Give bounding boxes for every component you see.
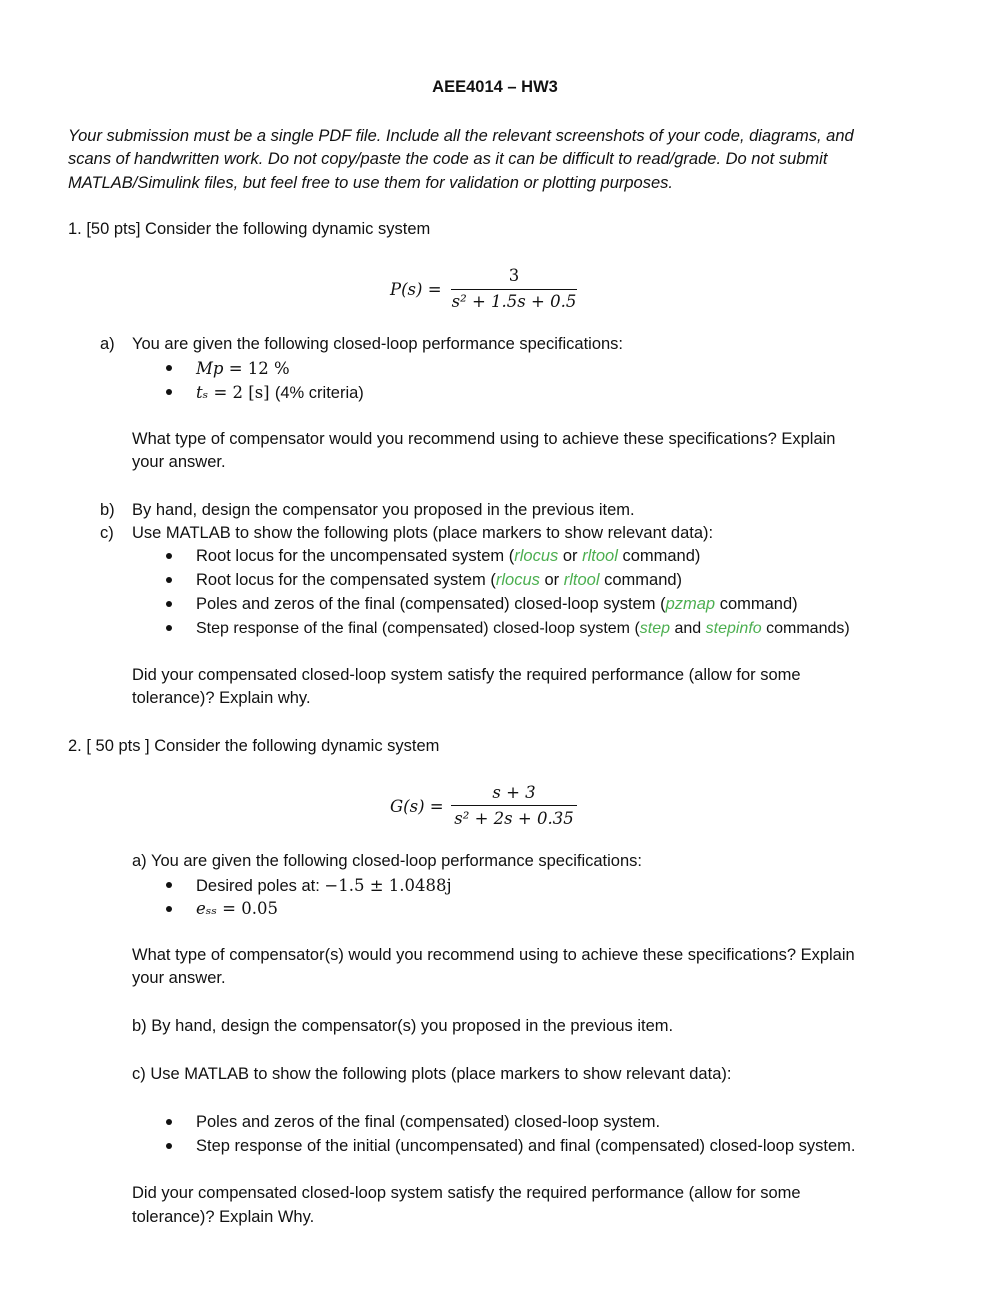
bullet-icon: [166, 601, 172, 607]
intro-line-2: scans of handwritten work. Do not copy/paste the code as it can be difficult to read/grade. Do not submit: [68, 150, 828, 168]
q1-question-line-1: What type of compensator would you recommend using to achieve these specifications? Explain: [132, 430, 836, 448]
q2-eq-lhs: G(s) =: [390, 797, 444, 816]
q1-eq-denominator: s² + 1.5s + 0.5: [451, 292, 577, 311]
q2-b-text: b) By hand, design the compensator(s) you proposed in the previous item.: [132, 1017, 674, 1035]
q2-closing-line-2: tolerance)? Explain Why.: [132, 1208, 315, 1226]
q1-b-text: By hand, design the compensator you proposed in the previous item.: [132, 501, 635, 519]
q2-eq-fraction-bar: [451, 805, 577, 806]
q1-c-item-3: Poles and zeros of the final (compensated) closed-loop system (pzmap command): [196, 595, 798, 613]
bullet-icon: [166, 882, 172, 888]
bullet-icon: [166, 906, 172, 912]
q1-closing-line-2: tolerance)? Explain why.: [132, 689, 311, 707]
q1-c-item-4: Step response of the final (compensated) closed-loop system (step and stepinfo commands): [196, 620, 850, 637]
q2-eq-numerator: s + 3: [492, 783, 536, 802]
q1-c-marker: c): [100, 524, 114, 542]
q1-eq-lhs: P(s) =: [390, 280, 442, 299]
q2-c-item-1: Poles and zeros of the final (compensated) closed-loop system.: [196, 1113, 661, 1131]
q1-c-text: Use MATLAB to show the following plots (place markers to show relevant data):: [132, 524, 714, 542]
q2-spec-2: eₛₛ = 0.05: [196, 899, 278, 918]
q1-heading: 1. [50 pts] Consider the following dynamic system: [68, 220, 431, 238]
intro-line-3: MATLAB/Simulink files, but feel free to use them for validation or plotting purposes.: [68, 174, 673, 192]
q1-closing-line-1: Did your compensated closed-loop system satisfy the required performance (allow for some: [132, 666, 801, 684]
intro-line-1: Your submission must be a single PDF file. Include all the relevant screenshots of your code, diagrams, and: [68, 127, 854, 145]
q2-a-text: a) You are given the following closed-loop performance specifications:: [132, 852, 642, 870]
q1-b-marker: b): [100, 501, 115, 519]
bullet-icon: [166, 1143, 172, 1149]
bullet-icon: [166, 365, 172, 371]
bullet-icon: [166, 625, 172, 631]
q1-c-item-2: Root locus for the compensated system (rlocus or rltool command): [196, 571, 683, 589]
q1-spec-1: Mp = 12 %: [196, 359, 290, 378]
q2-heading: 2. [ 50 pts ] Consider the following dynamic system: [68, 737, 440, 755]
q2-c-item-2: Step response of the initial (uncompensated) and final (compensated) closed-loop system.: [196, 1137, 856, 1155]
q2-eq-denominator: s² + 2s + 0.35: [454, 809, 574, 828]
bullet-icon: [166, 553, 172, 559]
q2-c-text: c) Use MATLAB to show the following plots (place markers to show relevant data):: [132, 1065, 732, 1083]
q1-a-marker: a): [100, 335, 115, 353]
q1-eq-numerator: 3: [508, 266, 520, 285]
bullet-icon: [166, 389, 172, 395]
q2-question-line-1: What type of compensator(s) would you recommend using to achieve these specifications? Explain: [132, 946, 855, 964]
q1-c-item-1: Root locus for the uncompensated system (rlocus or rltool command): [196, 547, 701, 565]
bullet-icon: [166, 1119, 172, 1125]
bullet-icon: [166, 577, 172, 583]
q2-closing-line-1: Did your compensated closed-loop system satisfy the required performance (allow for some: [132, 1184, 801, 1202]
page-title: AEE4014 – HW3: [432, 78, 558, 96]
q1-question-line-2: your answer.: [132, 453, 226, 471]
q2-spec-1: Desired poles at: −1.5 ± 1.0488j: [196, 876, 452, 895]
q2-question-line-2: your answer.: [132, 969, 226, 987]
q1-a-text: You are given the following closed-loop performance specifications:: [132, 335, 624, 353]
q1-spec-2: tₛ = 2 [s] (4% criteria): [196, 383, 364, 402]
